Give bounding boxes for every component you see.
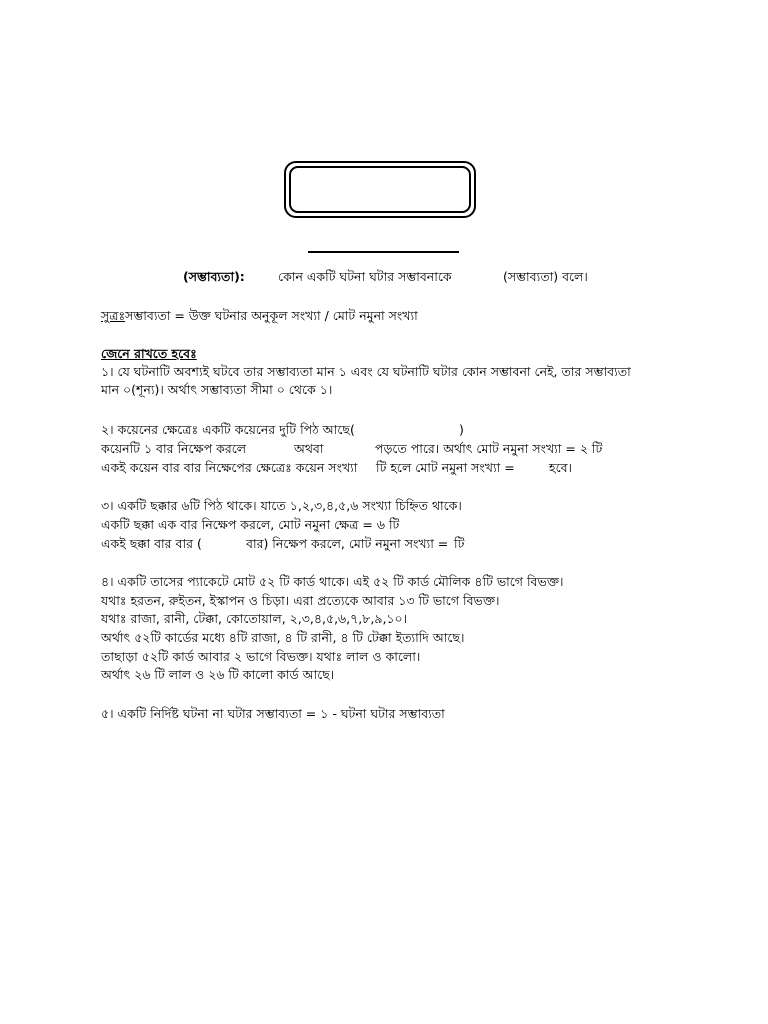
intro-definition: কোন একটি ঘটনা ঘটার সম্ভাবনাকে [278,269,452,284]
formula-text: সম্ভাব্যতা = উক্ত ঘটনার অনুকূল সংখ্যা / মোট নমুনা সংখ্যা [125,308,418,323]
point2-line2b: অথবা [294,441,324,456]
point1-line1: ১। যে ঘটনাটি অবশ্যই ঘটবে তার সম্ভাব্যতা মান ১ এবং যে ঘটনাটি ঘটার কোন সম্ভাবনা নেই, তার সম্ভাব্যতা [101,364,631,379]
point3-line3a: একই ছক্কা বার বার ( [101,536,202,551]
point4-line4: অর্থাৎ ৫২টি কার্ডের মধ্যে ৪টি রাজা, ৪ টি রানী, ৪ টি টেক্কা ইত্যাদি আছে। [101,630,465,645]
point2-line2c: পড়তে পারে। অর্থাৎ মোট নমুনা সংখ্যা = ২ টি [375,441,603,456]
point2-line3a: একই কয়েন বার বার নিক্ষেপের ক্ষেত্রেঃ কয়েন সংখ্যা [101,460,358,475]
point3-line1: ৩। একটি ছক্কার ৬টি পিঠ থাকে। যাতে ১,২,৩,৪,৫,৬ সংখ্যা চিহ্নিত থাকে। [101,498,462,513]
formula [101,308,418,324]
formula-label: সুত্রঃ [101,308,126,323]
point1-line2: মান ০(শূন্য)। অর্থাৎ সম্ভাব্যতা সীমা ০ থেকে ১। [101,382,333,397]
point4-line3: যথাঃ রাজা, রানী, টেক্কা, কোতোয়াল, ২,৩,৪,৫,৬,৭,৮,৯,১০। [101,611,408,626]
point4-line5: তাছাড়া ৫২টি কার্ড আবার ২ ভাগে বিভক্ত। যথাঃ লাল ও কালো। [101,649,421,664]
point4-line1: ৪। একটি তাসের প্যাকেটে মোট ৫২ টি কার্ড থাকে। এই ৫২ টি কার্ড মৌলিক ৪টি ভাগে বিভক্ত। [101,574,564,589]
heading-underline [308,251,459,253]
title-box [284,161,476,218]
intro-term: (সম্ভাব্যতা): [183,269,245,284]
point2-line2a: কয়েনটি ১ বার নিক্ষেপ করলে [101,441,247,456]
point2-line1a: ২। কয়েনের ক্ষেত্রেঃ একটি কয়েনের দুটি পিঠ আছে( [101,422,355,437]
point4-line2: যথাঃ হরতন, রুইতন, ইস্কাপন ও চিড়া। এরা প্রত্যেকে আবার ১৩ টি ভাগে বিভক্ত। [101,593,500,608]
point2-line1b: ) [459,422,464,437]
point5: ৫। একটি নির্দিষ্ট ঘটনা না ঘটার সম্ভাব্যতা = ১ - ঘটনা ঘটার সম্ভাব্যতা [101,706,445,721]
point3-line3c: টি [454,536,465,551]
point3-line3b: বার) নিক্ষেপ করলে, মোট নমুনা সংখ্যা = [246,536,449,551]
remember-heading: জেনে রাখতে হবেঃ [101,346,197,361]
point2-line3c: হবে। [549,460,573,475]
intro-tail: (সম্ভাব্যতা) বলে। [503,269,588,284]
point2-line3b: টি হলে মোট নমুনা সংখ্যা = [376,460,515,475]
point4-line6: অর্থাৎ ২৬ টি লাল ও ২৬ টি কালো কার্ড আছে। [101,667,335,682]
point3-line2: একটি ছক্কা এক বার নিক্ষেপ করলে, মোট নমুনা ক্ষেত্র = ৬ টি [101,517,400,532]
